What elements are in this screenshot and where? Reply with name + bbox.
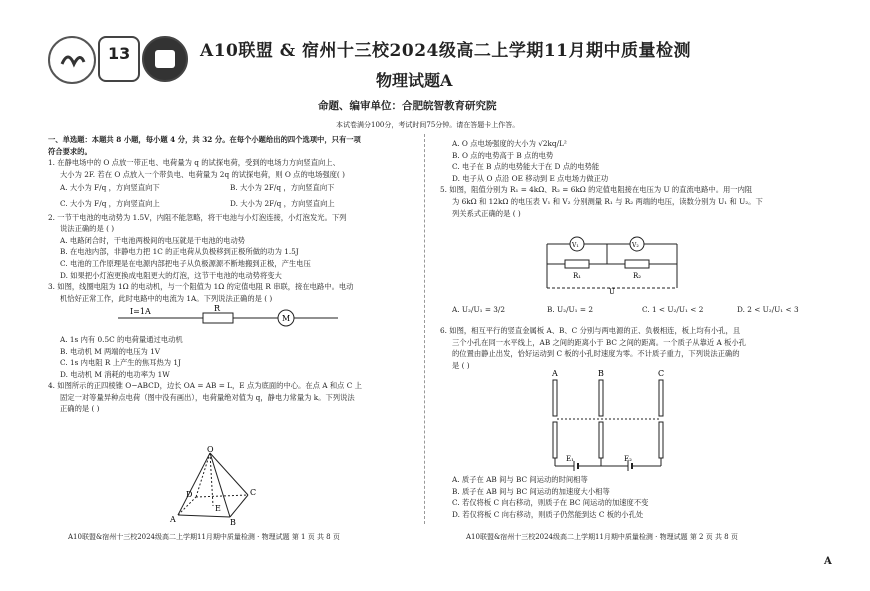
q3-option-b: B. 电动机 M 两端的电压为 1V (60, 346, 161, 356)
q5-r2 (625, 260, 649, 268)
q1-option-c: C. 大小为 F/q ，方向竖直向上 (60, 198, 160, 208)
q4-pyramid-figure (160, 445, 270, 525)
q5-options (452, 304, 842, 316)
q5-line: 为 6kΩ 和 12kΩ 的电压表 V₁ 和 V₂ 分别测量 R₁ 与 R₂ 两端的电压，读数分别为 U₁ 和 U₂。下 (452, 196, 763, 206)
q1-line: 1. 在静电场中的 O 点放一带正电、电荷量为 q 的试探电荷，受到的电场力方向竖直向上、 (48, 158, 340, 168)
q4-line: 正确的是 ( ) (60, 404, 100, 414)
education-institute-logo (142, 36, 188, 82)
q4-label-o: O (207, 445, 214, 454)
q5-option-a: A. U₂/U₁ = 3/2 (452, 305, 506, 314)
seal-emblem-icon (50, 38, 94, 82)
q4-label-e: E (215, 504, 221, 513)
q4-label-a: A (170, 515, 176, 524)
q3-option-d: D. 电动机 M 消耗的电功率为 1W (60, 369, 170, 379)
q2-option-c: C. 电池的工作原理是在电源内部把电子从负极源源不断地搬到正极，产生电压 (60, 258, 311, 268)
q4-option-d: D. 电子从 O 点沿 OE 移动到 E 点电场力做正功 (452, 173, 609, 183)
q5-option-d: D. 2 < U₂/U₁ < 3 (737, 305, 799, 314)
version-mark: A (824, 556, 832, 567)
q5-v1-label: V₁ (572, 242, 579, 249)
q4-option-b: B. O 点的电势高于 B 点的电势 (452, 150, 554, 160)
q5-line: 5. 如图，阻值分别为 R₁ = 4kΩ、R₂ = 6kΩ 的定值电阻接在电压为 U 的直流电路中。用一内阻 (440, 185, 753, 195)
q3-resistor (203, 313, 233, 323)
q5-r2-label: R₂ (633, 272, 642, 280)
q6-line: 6. 如图，相互平行的竖直金属板 A、B、C 分别与两电源的正、负极相连，板上均有小孔，且 (440, 326, 741, 335)
q2-option-d: D. 如果把小灯泡更换成电阻更大的灯泡，这节干电池的电动势将变大 (60, 270, 282, 280)
q6-plate-a-bottom (553, 422, 557, 458)
q1-option-d: D. 大小为 2F/q ，方向竖直向上 (230, 198, 335, 208)
logo-13-text: 13 (108, 44, 131, 63)
q6-label-b: B (598, 369, 604, 378)
q5-option-c: C. 1 < U₂/U₁ < 2 (642, 305, 704, 314)
left-column (48, 134, 418, 415)
q3-circuit-figure (108, 304, 408, 330)
q3-option-a: A. 1s 内有 0.5C 的电荷量通过电动机 (60, 334, 183, 344)
q6-option-b: B. 质子在 AB 间与 BC 间运动的加速度大小相等 (452, 486, 610, 496)
q6-option-a: A. 质子在 AB 间与 BC 间运动的时间相等 (452, 475, 588, 484)
q1-option-a: A. 大小为 F/q ，方向竖直向下 (60, 183, 160, 193)
q6-label-e2: E₂ (624, 455, 632, 463)
q4-line: 固定一对等量异种点电荷（图中没有画出），电荷量绝对值为 q，静电力常量为 k。下列说法 (60, 392, 355, 402)
q6-stem (440, 325, 840, 371)
q2-option-b: B. 在电池内部，非静电力把 1C 的正电荷从负极移到正极所做的功为 1.5J (60, 247, 299, 257)
q6-line: 是 ( ) (452, 360, 470, 370)
q6-option-d: D. 若仅将板 C 向右移动，则质子仍然能到达 C 板的小孔处 (452, 509, 644, 519)
q6-plates-figure (544, 368, 694, 472)
q5-circuit-figure (537, 234, 687, 296)
alliance-13-logo (98, 36, 140, 82)
q6-label-e1: E₁ (566, 455, 574, 463)
q5-option-b: B. U₂/U₁ = 2 (547, 305, 594, 314)
q6-plate-b-bottom (599, 422, 603, 458)
right-column (440, 138, 840, 219)
q2-line: 2. 一节干电池的电动势为 1.5V，内阻不能忽略，将干电池与小灯泡连接，小灯泡发光。下列 (48, 212, 347, 222)
q4-line: 4. 如图所示的正四棱锥 O−ABCD，边长 OA = AB = L，E 点为底面的中心。在点 A 和点 C 上 (48, 381, 362, 391)
q3-current-label: I=1A (130, 307, 151, 317)
q4-label-b: B (230, 518, 236, 525)
q6-plate-c-top (659, 380, 663, 416)
q6-plate-b-top (599, 380, 603, 416)
exam-title: A10联盟 & 宿州十三校2024级高二上学期11月期中质量检测 (200, 41, 692, 61)
section-heading: 一、单选题：本题共 8 小题，每小题 4 分，共 32 分。在每个小题给出的四个选项中，只有一项 (48, 135, 361, 144)
q5-r1 (565, 260, 589, 268)
q4-option-a: A. O 点电场强度的大小为 √2kq/L² (452, 139, 567, 148)
q5-options-row (452, 304, 842, 316)
column-divider (424, 134, 425, 524)
q6-plate-c-bottom (659, 422, 663, 458)
q1-options-row (48, 198, 418, 210)
q2-line: 说法正确的是 ( ) (60, 224, 115, 234)
q5-u-label: U (609, 288, 615, 296)
paper-subtitle: 物理试题A (376, 71, 453, 90)
q4-label-c: C (250, 488, 257, 497)
q6-line: 的位置由静止出发，恰好运动到 C 板的小孔时速度为零。不计质子重力，下列说法正确的 (452, 349, 740, 359)
q4-option-c: C. 电子在 B 点的电势能大于在 D 点的电势能 (452, 162, 600, 172)
q5-r1-label: R₁ (573, 272, 582, 280)
exam-note: 本试卷满分100分，考试时间75分钟。请在答题卡上作答。 (336, 121, 520, 129)
section-heading-cont: 符合要求的。 (48, 146, 92, 156)
q3-motor-label: M (282, 314, 291, 324)
q3-line: 3. 如图，线圈电阻为 1Ω 的电动机，与一个阻值为 1Ω 的定值电阻 R 串联，接在电路中。电动 (48, 282, 354, 292)
q5-line: 列关系式正确的是 ( ) (452, 208, 521, 218)
school-seal-logo (48, 36, 96, 84)
q2-option-a: A. 电路闭合时，干电池两极间的电压就是干电池的电动势 (60, 235, 246, 245)
q6-options (440, 474, 840, 520)
q3-resistor-label: R (214, 304, 221, 314)
q6-line: 三个小孔在同一水平线上，AB 之间的距离小于 BC 之间的距离。一个质子从靠近 A 板小孔 (452, 337, 746, 347)
page1-footer: A10联盟&宿州十三校2024级高二上学期11月期中质量检测 · 物理试题 第 1 页 共 8 页 (68, 533, 340, 541)
q4-label-d: D (186, 490, 193, 499)
page2-footer: A10联盟&宿州十三校2024级高二上学期11月期中质量检测 · 物理试题 第 2 页 共 8 页 (466, 533, 738, 541)
q5-v2-label: V₂ (632, 242, 639, 249)
compiler-line: 命题、编审单位：合肥皖智教育研究院 (318, 100, 497, 112)
q6-plate-a-top (553, 380, 557, 416)
q6-label-c: C (658, 369, 665, 378)
q1-options-row (48, 182, 418, 194)
q6-label-a: A (552, 369, 558, 378)
q6-option-c: C. 若仅将板 C 向右移动，则质子在 BC 间运动的加速度不变 (452, 498, 649, 508)
q3-option-c: C. 1s 内电阻 R 上产生的焦耳热为 1J (60, 358, 181, 368)
q1-option-b: B. 大小为 2F/q ，方向竖直向下 (230, 183, 335, 193)
q3-line: 机恰好正常工作，此时电路中的电流为 1A。下列说法正确的是 ( ) (60, 293, 273, 303)
q1-line: 大小为 2F. 若在 O 点放入一个带负电、电荷量为 2q 的试探电荷，则 O 点的电场强度( ) (60, 169, 345, 179)
